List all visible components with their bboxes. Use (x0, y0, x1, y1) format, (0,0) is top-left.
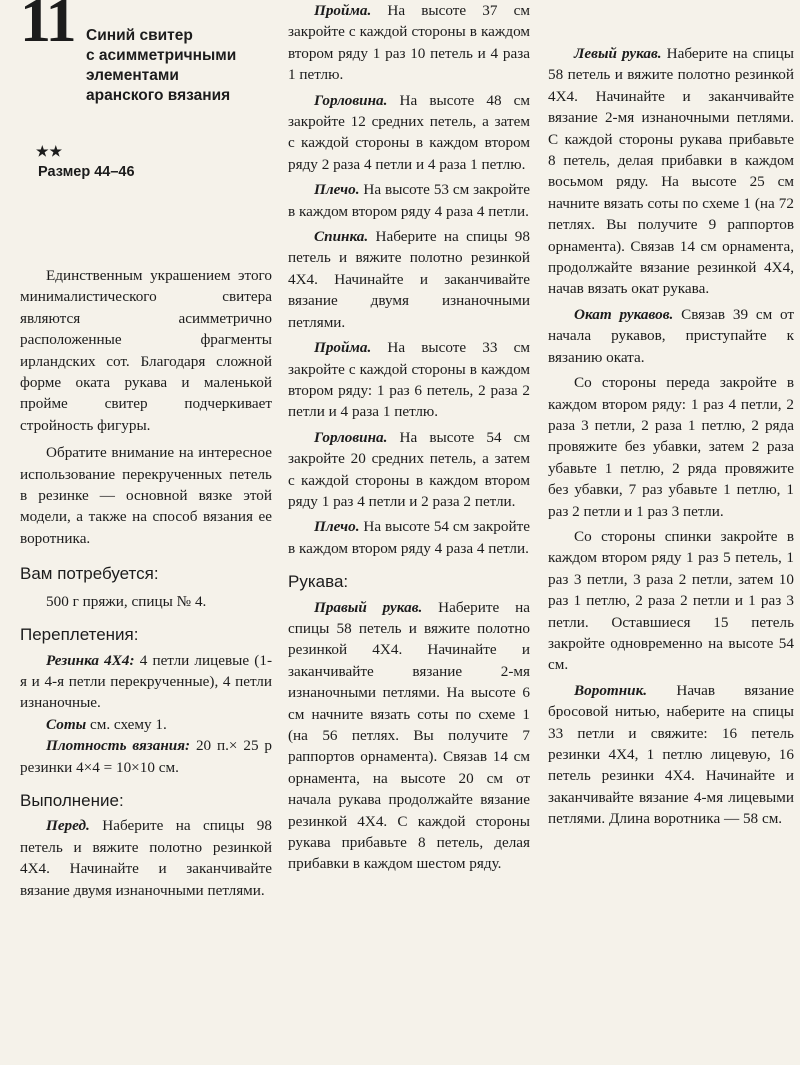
stitch-item: Соты см. схему 1. (46, 715, 167, 733)
work-heading: Выполнение: (20, 790, 124, 810)
instruction-paragraph: Окат рукавов. Связав 39 см от начала рукавов, приступайте к вязанию оката. (548, 305, 794, 366)
instruction-paragraph: Со стороны спинки закройте в каждом втором ряду 1 раз 5 петель, 1 раз 3 петли, 3 раза 2 петли, затем 10 раз 1 петлю, 2 раза 2 петли и 1 раз 3 петли. Оставшиеся 15 петель закройте одновременно на высоте 54 см. (548, 527, 794, 674)
instruction-paragraph: Воротник. Начав вязание бросовой нитью, наберите на спицы 33 петли и свяжите: 16 петель резинки 4Х4, 1 петлю лицевую, 16 петель резинки 4Х4. Начинайте и заканчивайте вязание 4-мя лицевыми петлями. Длина воротника — 58 см. (548, 681, 794, 828)
pattern-title: Синий свитер с асимметричными элементами аранского вязания (86, 27, 237, 104)
instruction-paragraph: Горловина. На высоте 54 см закройте 20 средних петель, а затем с каждой стороны в каждом втором ряду 1 раз 4 петли и 2 раза 2 петли. (288, 428, 530, 510)
stitches-heading: Переплетения: (20, 625, 139, 645)
title-block (20, 0, 272, 118)
intro-paragraph: Обратите внимание на интересное использование перекрученных петель в резинке — основной вязке этой модели, а также на способ вязания ее воротника. (20, 444, 272, 547)
instruction-paragraph: Со стороны переда закройте в каждом втором ряду: 1 раз 4 петли, 2 раза 3 петли, 2 раза 1 петлю, 2 ряда провяжите без убавки, затем 2 раза убавьте 1 петлю, 2 ряда провяжите без убавки, 7 раз убавьте 1 петлю, 1 раз 2 петли и 1 раз 3 петли. (548, 374, 794, 520)
column-1 (20, 0, 272, 901)
instruction-paragraph: Пройма. На высоте 37 см закройте с каждой стороны в каждом втором ряду 1 раз 10 петель и 4 раза 1 петлю. (288, 2, 530, 84)
instruction-paragraph: Плечо. На высоте 53 см закройте в каждом втором ряду 4 раза 4 петли. (288, 181, 530, 220)
pattern-number: 11 (20, 0, 75, 55)
instruction-paragraph: Левый рукав. Наберите на спицы 58 петель и вяжите полотно резинкой 4Х4. Начинайте и заканчивайте вязание 2-мя изнаночными петлями. С каждой стороны рукава прибавьте 8 петель, делая прибавки в каждом восьмом ряду. На высоте 25 см начните вязать соты по схеме 1 (на 72 петлях. Вы получите 9 раппортов орнамента). Связав 14 см орнамента, продолжайте вязание резинкой 4Х4, начав вязать окат рукава. (548, 45, 794, 298)
instruction-paragraph: Спинка. Наберите на спицы 98 петель и вяжите полотно резинкой 4Х4. Начинайте и заканчивайте вязание двумя изнаночными петлями. (288, 228, 530, 331)
difficulty-stars: ★★ (36, 145, 64, 160)
materials-heading: Вам потребуется: (20, 564, 159, 584)
column-3 (548, 0, 794, 830)
front-instructions: Перед. Наберите на спицы 98 петель и вяжите полотно резинкой 4Х4. Начинайте и заканчивайте вязание двумя изнаночными петлями. (20, 817, 272, 899)
stitch-item: Резинка 4Х4: 4 петли лицевые (1-я и 4-я петли перекрученные), 4 петли изнаночные. (20, 651, 272, 712)
intro-paragraph: Единственным украшением этого минималистического свитера являются асимметрично расположенные фрагменты ирландских сот. Благодаря сложной форме оката рукава и маленькой пройме свитер подчеркивает стройность фигуры. (20, 267, 272, 434)
instruction-paragraph: Пройма. На высоте 33 см закройте с каждой стороны в каждом втором ряду: 1 раз 6 петель, 2 раза 2 петли и 4 раза 1 петлю. (288, 339, 530, 421)
instruction-paragraph: Плечо. На высоте 54 см закройте в каждом втором ряду 4 раза 4 петли. (288, 518, 530, 557)
materials-text: 500 г пряжи, спицы № 4. (46, 592, 207, 610)
size-label: Размер 44–46 (38, 164, 135, 180)
column-2 (288, 0, 530, 875)
instruction-paragraph: Горловина. На высоте 48 см закройте 12 средних петель, а затем с каждой стороны в каждом втором ряду 2 раза 4 петли и 4 раза 1 петлю. (288, 91, 530, 173)
stitch-item: Плотность вязания: 20 п.× 25 р резинки 4×4 = 10×10 см. (20, 737, 272, 776)
right-sleeve-instructions: Правый рукав. Наберите на спицы 58 петель и вяжите полотно резинкой 4Х4. Начинайте и заканчивайте вязание 2-мя изнаночными петлями. На высоте 6 см начните вязать соты по схеме 1 (на 56 петлях. Вы получите 7 раппортов орнамента). Связав 14 см орнамента, на высоте 20 см от начала рукава продолжайте вязание резинкой 4Х4. С каждой стороны рукава прибавьте 8 петель, делая прибавки в каждом шестом ряду. (288, 598, 530, 873)
sleeves-heading: Рукава: (288, 572, 349, 592)
